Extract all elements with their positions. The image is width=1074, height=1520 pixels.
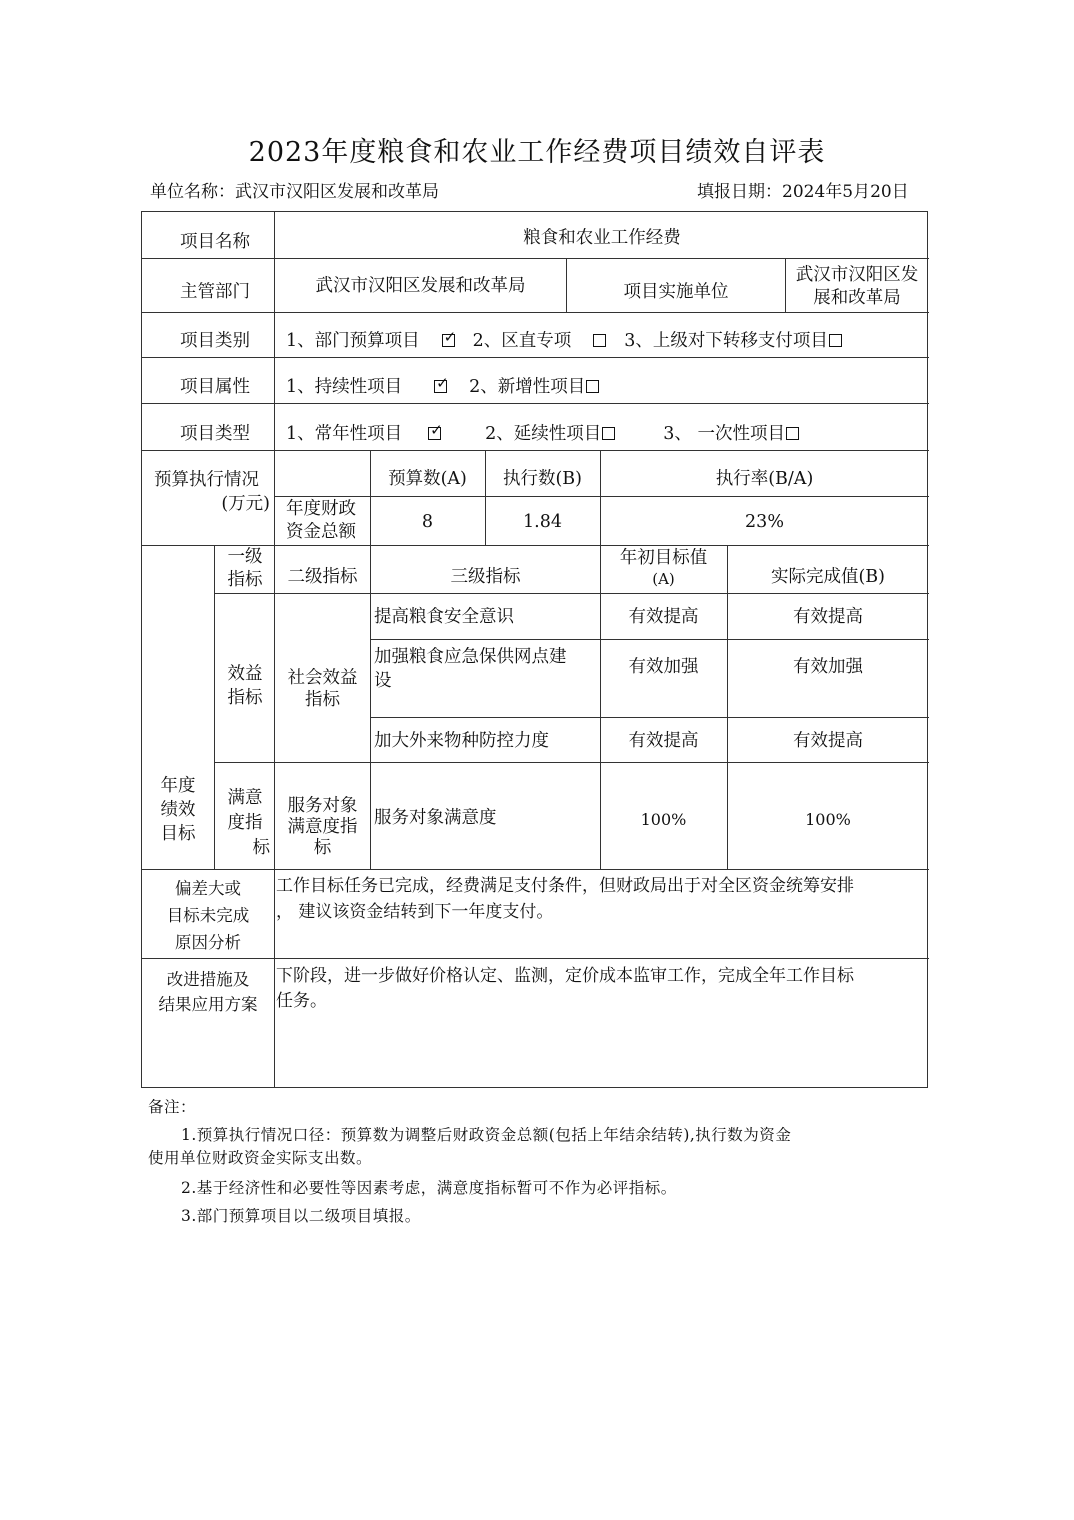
deviation-label-line3: 原因分析 [175, 933, 241, 952]
report-date: 填报日期：2024年5月20日 [697, 182, 909, 202]
impl-unit-value-line1: 武汉市汉阳区发 [795, 265, 919, 285]
level2-header: 二级指标 [287, 567, 358, 587]
improvement-label-line1: 改进措施及 [166, 970, 250, 989]
fund-total-label-line1: 年度财政 [286, 499, 356, 519]
deviation-label-line2: 目标未完成 [166, 906, 250, 925]
indicator-row-3-name: 加大外来物种防控力度 [374, 731, 549, 751]
target-header-line2: (A) [652, 570, 675, 588]
level3-header: 三级指标 [450, 567, 521, 587]
satisfaction-level1-line3: 标 [252, 838, 270, 858]
satisfaction-level1-line2: 度指 [227, 813, 263, 833]
checkbox-checked-icon[interactable]: ✓ [430, 421, 443, 439]
note-2: 2.基于经济性和必要性等因素考虑，满意度指标暂可不作为必评指标。 [181, 1179, 677, 1197]
page-title: 2023年度粮食和农业工作经费项目绩效自评表 [248, 137, 826, 168]
satisfaction-level1-line1: 满意 [227, 788, 263, 808]
type-opt3: 3、 一次性项目 [663, 424, 785, 444]
unit-name: 单位名称：武汉市汉阳区发展和改革局 [150, 182, 439, 202]
impl-unit-value-line2: 展和改革局 [813, 288, 901, 308]
actual-header: 实际完成值(B) [770, 567, 885, 587]
benefit-level2-line1: 社会效益 [287, 668, 358, 688]
satisfaction-level2-line3: 标 [313, 838, 332, 858]
deviation-text-line1: 工作目标任务已完成，经费满足支付条件，但财政局出于对全区资金统筹安排 [276, 876, 854, 896]
deviation-text-line2: ， 建议该资金结转到下一年度支付。 [276, 902, 554, 922]
department-label: 主管部门 [180, 282, 250, 302]
type-options [286, 422, 803, 446]
attribute-opt2: 2、新增性项目 [469, 377, 586, 397]
project-name-value: 粮食和农业工作经费 [523, 228, 681, 248]
satisfaction-level2-line1: 服务对象 [287, 796, 358, 816]
satisfaction-target: 100% [640, 810, 687, 829]
type-opt1: 1、常年性项目 [286, 424, 403, 444]
indicator-row-3-target: 有效提高 [628, 731, 699, 751]
checkbox-empty-icon[interactable] [586, 380, 599, 393]
target-header-line1: 年初目标值 [619, 548, 708, 568]
impl-unit-label: 项目实施单位 [623, 282, 729, 302]
benefit-level1-line1: 效益 [227, 664, 263, 684]
category-label: 项目类别 [180, 331, 250, 351]
checkbox-empty-icon[interactable] [786, 427, 799, 440]
indicator-row-1-name: 提高粮食安全意识 [374, 607, 514, 627]
annual-target-label-line1: 年度 [160, 776, 196, 796]
satisfaction-indicator-name: 服务对象满意度 [374, 808, 497, 828]
note-1-line2: 使用单位财政资金实际支出数。 [148, 1149, 373, 1167]
budget-label-line1: 预算执行情况 [154, 470, 259, 490]
annual-target-label-line3: 目标 [160, 824, 196, 844]
attribute-opt1: 1、持续性项目 [286, 377, 403, 397]
checkbox-empty-icon[interactable] [602, 427, 615, 440]
col-rate-header: 执行率(B/A) [715, 469, 814, 489]
indicator-row-2-target: 有效加强 [628, 657, 699, 677]
checkbox-empty-icon[interactable] [593, 334, 606, 347]
note-3: 3.部门预算项目以二级项目填报。 [181, 1207, 421, 1225]
type-opt2: 2、延续性项目 [485, 424, 602, 444]
improvement-text-line1: 下阶段，进一步做好价格认定、监测，定价成本监审工作，完成全年工作目标 [276, 966, 854, 986]
category-opt1: 1、部门预算项目 [286, 331, 420, 351]
budget-value: 8 [421, 512, 434, 532]
benefit-level2-line2: 指标 [305, 690, 340, 710]
col-budget-header: 预算数(A) [388, 469, 467, 489]
indicator-row-1-target: 有效提高 [628, 607, 699, 627]
notes-heading: 备注： [148, 1098, 197, 1116]
col-exec-header: 执行数(B) [502, 469, 582, 489]
rate-value: 23% [745, 512, 784, 532]
annual-target-label-line2: 绩效 [160, 800, 196, 820]
satisfaction-level2-line2: 满意度指 [287, 817, 358, 837]
category-options [286, 329, 846, 353]
attribute-options [286, 375, 603, 399]
deviation-label-line1: 偏差大或 [175, 879, 241, 898]
project-name-label: 项目名称 [180, 232, 250, 252]
improvement-label-line2: 结果应用方案 [158, 995, 258, 1014]
indicator-row-2-name-line2: 设 [374, 671, 392, 691]
budget-label-line2: (万元) [221, 494, 270, 514]
note-1-line1: 1.预算执行情况口径：预算数为调整后财政资金总额(包括上年结余结转),执行数为资金 [181, 1126, 792, 1144]
level1-header-line2: 指标 [227, 570, 263, 590]
indicator-row-2-name-line1: 加强粮食应急保供网点建 [374, 647, 567, 667]
improvement-text-line2: 任务。 [276, 991, 327, 1011]
department-value: 武汉市汉阳区发展和改革局 [315, 276, 526, 296]
category-opt2: 2、区直专项 [472, 331, 572, 351]
level1-header-line1: 一级 [227, 547, 263, 567]
benefit-level1-line2: 指标 [227, 688, 263, 708]
attribute-label: 项目属性 [180, 377, 250, 397]
exec-value: 1.84 [523, 512, 562, 532]
checkbox-empty-icon[interactable] [829, 334, 842, 347]
evaluation-table [141, 211, 928, 1088]
indicator-row-2-actual: 有效加强 [793, 657, 863, 677]
indicator-row-1-actual: 有效提高 [793, 607, 863, 627]
checkbox-checked-icon[interactable]: ✓ [436, 374, 449, 392]
checkbox-checked-icon[interactable]: ✓ [443, 328, 457, 346]
type-label: 项目类型 [180, 424, 250, 444]
fund-total-label-line2: 资金总额 [286, 522, 356, 542]
satisfaction-actual: 100% [805, 810, 851, 829]
indicator-row-3-actual: 有效提高 [793, 731, 863, 751]
category-opt3: 3、上级对下转移支付项目 [624, 331, 828, 351]
